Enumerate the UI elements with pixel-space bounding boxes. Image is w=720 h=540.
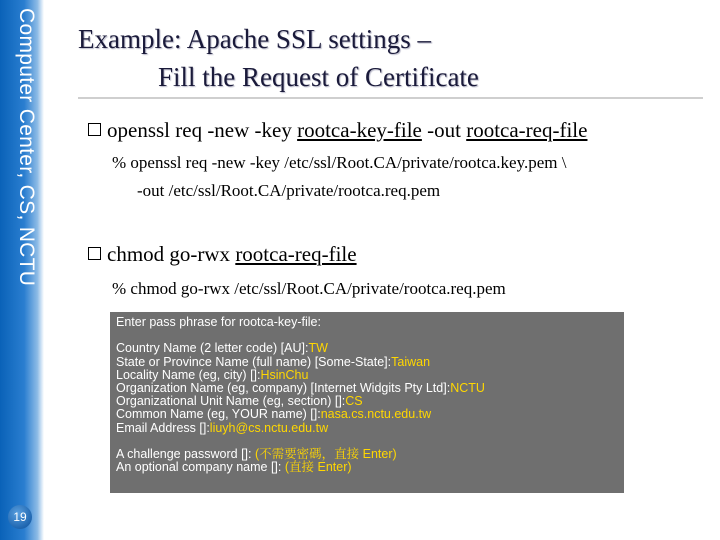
command-openssl-line2: -out /etc/ssl/Root.CA/private/rootca.req.pem bbox=[137, 181, 441, 200]
bullet-keyfile-term: rootca-key-file bbox=[297, 118, 422, 142]
bullet-text-prefix: chmod go-rwx bbox=[107, 242, 236, 266]
page-number: 19 bbox=[8, 505, 32, 529]
field-prompt: Organizational Unit Name (eg, section) []: bbox=[116, 394, 346, 409]
terminal-output bbox=[110, 312, 624, 493]
field-answer: nasa.cs.nctu.edu.tw bbox=[320, 407, 432, 422]
bullet-reqfile-term: rootca-req-file bbox=[235, 242, 357, 266]
field-prompt: Common Name (eg, YOUR name) []: bbox=[116, 407, 321, 422]
field-answer: CS bbox=[345, 394, 363, 409]
extra-prompt: A challenge password []: bbox=[116, 446, 255, 461]
field-prompt: Locality Name (eg, city) []: bbox=[116, 367, 261, 382]
field-prompt: Country Name (2 letter code) [AU]: bbox=[116, 341, 309, 356]
field-answer: liuyh@cs.nctu.edu.tw bbox=[209, 420, 329, 435]
title-line-2: Fill the Request of Certificate bbox=[158, 62, 479, 92]
field-answer: TW bbox=[308, 341, 328, 356]
title-line-1: Example: Apache SSL settings – bbox=[78, 24, 431, 54]
bullet-openssl bbox=[88, 118, 587, 143]
field-prompt: State or Province Name (full name) [Some-State]: bbox=[116, 354, 392, 369]
terminal-passphrase-line: Enter pass phrase for rootca-key-file: bbox=[116, 315, 321, 329]
sidebar bbox=[0, 0, 44, 540]
bullet-chmod bbox=[88, 242, 357, 267]
sidebar-org-label: Computer Center, CS, NCTU bbox=[15, 8, 38, 287]
slide-title bbox=[78, 20, 698, 96]
field-answer: Taiwan bbox=[391, 354, 431, 369]
field-prompt: Email Address []: bbox=[116, 420, 210, 435]
extra-answer: (不需要密碼，直接 Enter) bbox=[254, 446, 397, 461]
command-chmod: % chmod go-rwx /etc/ssl/Root.CA/private/rootca.req.pem bbox=[112, 279, 506, 298]
checkbox-bullet-icon bbox=[88, 247, 101, 260]
command-openssl-line1: % openssl req -new -key /etc/ssl/Root.CA/private/rootca.key.pem \ bbox=[112, 153, 567, 172]
field-answer: HsinChu bbox=[260, 367, 309, 382]
terminal-extra-line bbox=[116, 461, 618, 474]
checkbox-bullet-icon bbox=[88, 123, 101, 136]
title-divider bbox=[78, 97, 703, 99]
bullet-text-mid: -out bbox=[421, 118, 467, 142]
terminal-field-line bbox=[116, 422, 618, 435]
bullet-reqfile-term: rootca-req-file bbox=[466, 118, 588, 142]
field-answer: NCTU bbox=[450, 380, 485, 395]
extra-answer: (直接 Enter) bbox=[284, 460, 352, 475]
extra-prompt: An optional company name []: bbox=[116, 460, 285, 475]
bullet-text-prefix: openssl req -new -key bbox=[107, 118, 298, 142]
field-prompt: Organization Name (eg, company) [Internet Widgits Pty Ltd]: bbox=[116, 380, 451, 395]
